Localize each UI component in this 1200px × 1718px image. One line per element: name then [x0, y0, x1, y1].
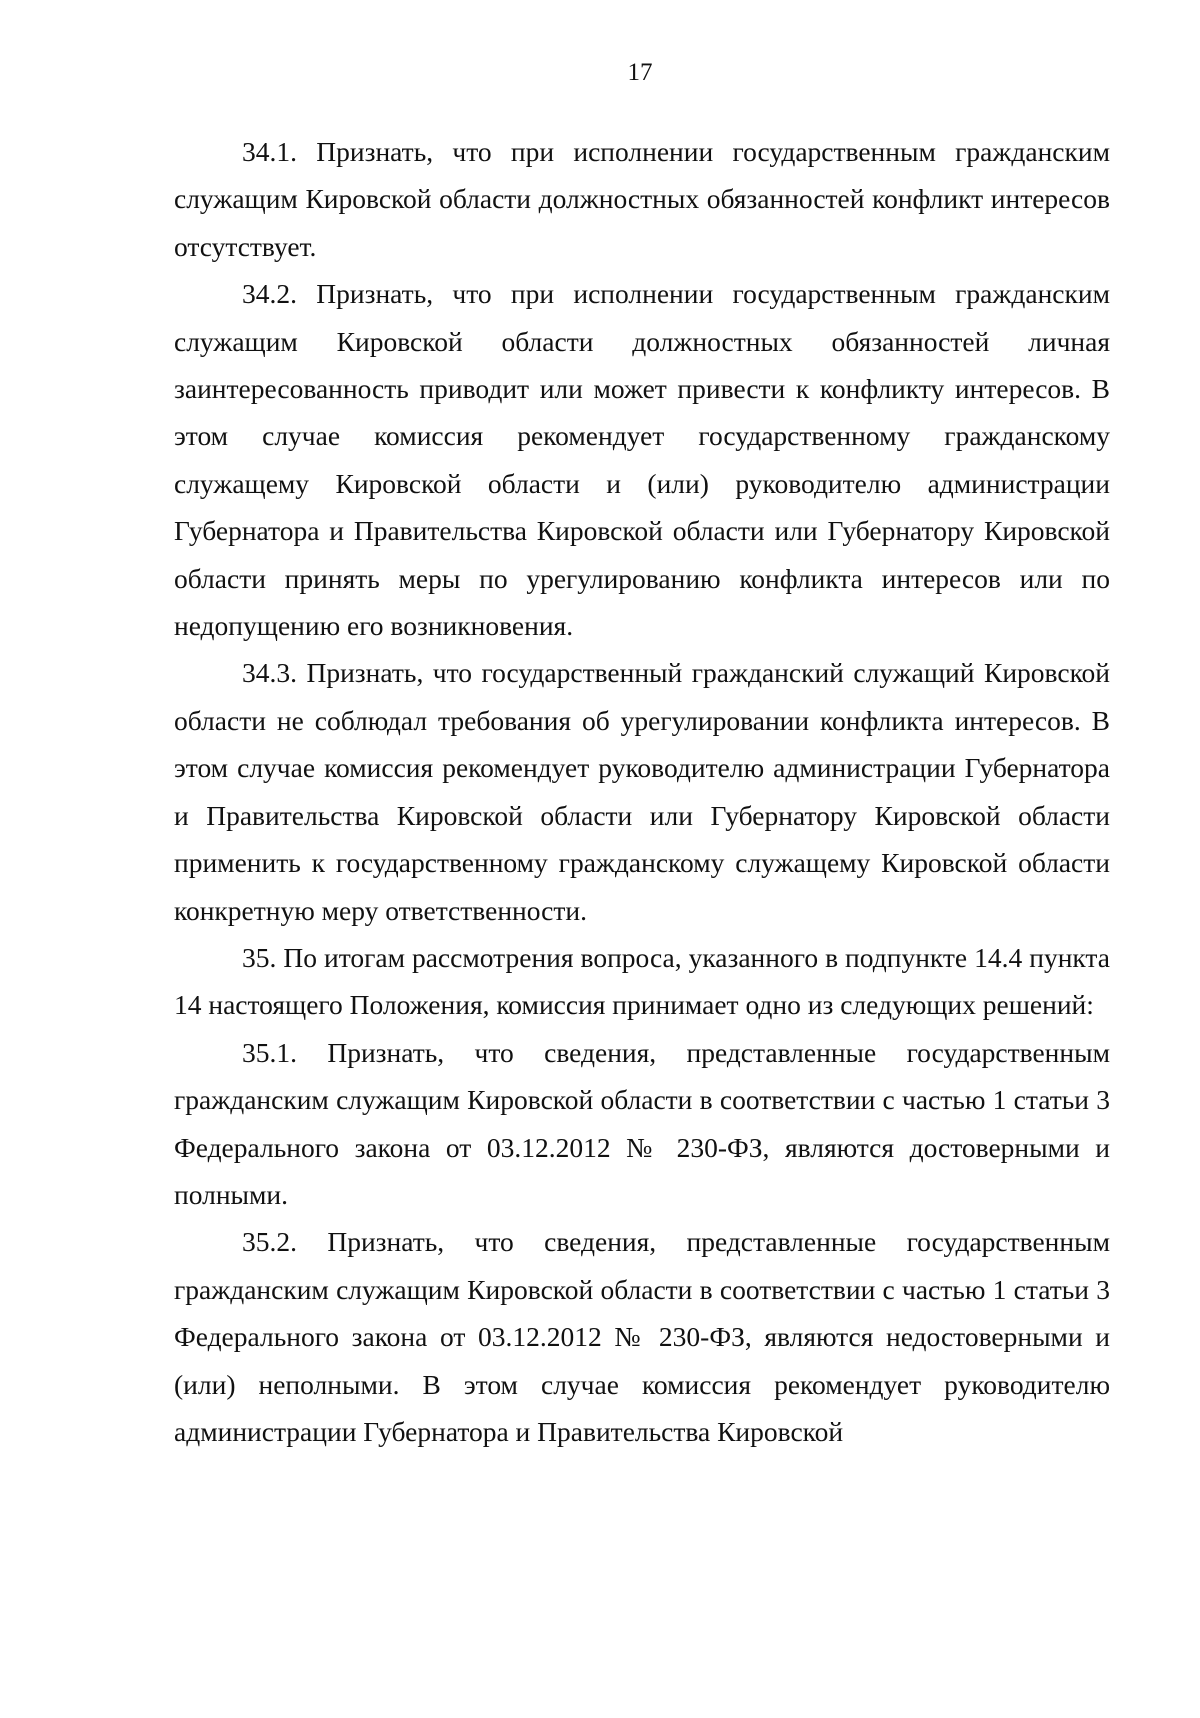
- paragraph-35-1: 35.1. Признать, что сведения, представленные государственным гражданским служащим Кировской области в соответствии с частью 1 статьи 3 Федерального закона от 03.12.2012 № 230-ФЗ, являются достоверными и полными.: [174, 1036, 1110, 1210]
- paragraph-34-2: 34.2. Признать, что при исполнении государственным гражданским служащим Кировской области должностных обязанностей личная заинтересованность приводит или может привести к конфликту интересов. В этом случае комиссия рекомендует государственному гражданскому служащему Кировской области и (или) руководителю администрации Губернатора и Правительства Кировской области или Губернатору Кировской области принять меры по урегулированию конфликта интересов или по недопущению его возникновения.: [174, 278, 1110, 642]
- paragraph-34-1: 34.1. Признать, что при исполнении государственным гражданским служащим Кировской области должностных обязанностей конфликт интересов отсутствует.: [174, 136, 1110, 262]
- paragraph-35: 35. По итогам рассмотрения вопроса, указанного в подпункте 14.4 пункта 14 настоящего Положения, комиссия принимает одно из следующих решений:: [174, 941, 1110, 1021]
- paragraph-34-3: 34.3. Признать, что государственный гражданский служащий Кировской области не соблюдал требования об урегулировании конфликта интересов. В этом случае комиссия рекомендует руководителю администрации Губернатора и Правительства Кировской области или Губернатору Кировской области применить к государственному гражданскому служащему Кировской области конкретную меру ответственности.: [174, 657, 1110, 926]
- paragraph-35-2: 35.2. Признать, что сведения, представленные государственным гражданским служащим Кировской области в соответствии с частью 1 статьи 3 Федерального закона от 03.12.2012 № 230-ФЗ, являются недостоверными и (или) неполными. В этом случае комиссия рекомендует руководителю администрации Губернатора и Правительства Кировской: [174, 1226, 1110, 1447]
- page-number: 17: [627, 59, 653, 86]
- document-body: [174, 128, 1110, 1455]
